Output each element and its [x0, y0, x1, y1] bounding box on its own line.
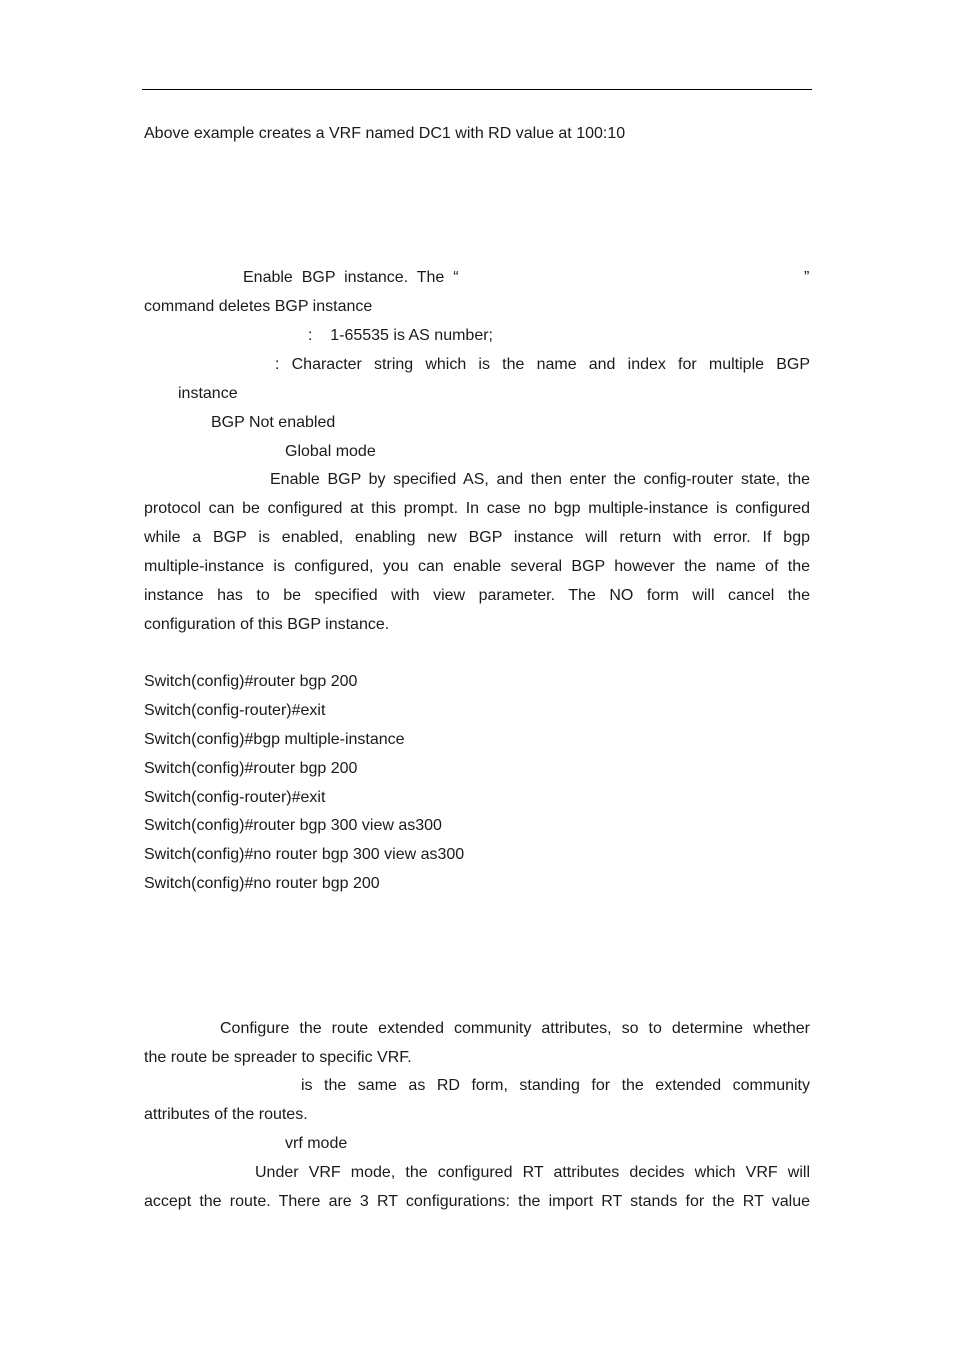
bgp-param-name: : Character string which is the name and index for multiple BGP: [275, 356, 810, 373]
rt-function-text-cont: the route be spreader to specific VRF.: [144, 1049, 412, 1066]
bgp-function-close-quote: ”: [804, 269, 810, 286]
header-rule: [142, 89, 812, 90]
rt-parameter-text: is the same as RD form, standing for the extended community: [301, 1077, 810, 1094]
bgp-param-name-cont: instance: [178, 385, 238, 402]
bgp-usage-line: configuration of this BGP instance.: [144, 616, 390, 633]
bgp-usage-line: multiple-instance is configured, you can enable several BGP however the name of the: [144, 558, 810, 575]
bgp-example-line: Switch(config)#router bgp 200: [144, 673, 358, 690]
rt-command-mode: vrf mode: [285, 1135, 348, 1152]
bgp-usage-line: protocol can be configured at this prompt. In case no bgp multiple-instance is configured: [144, 500, 810, 517]
bgp-param-as: : 1-65535 is AS number;: [308, 327, 493, 344]
bgp-default: BGP Not enabled: [211, 414, 336, 431]
bgp-example-line: Switch(config)#bgp multiple-instance: [144, 731, 405, 748]
rt-usage-line: accept the route. There are 3 RT configurations: the import RT stands for the RT value: [144, 1193, 810, 1210]
bgp-example-line: Switch(config)#router bgp 200: [144, 760, 358, 777]
bgp-example-line: Switch(config-router)#exit: [144, 789, 326, 806]
bgp-example-line: Switch(config-router)#exit: [144, 702, 326, 719]
rt-parameter-text-cont: attributes of the routes.: [144, 1106, 308, 1123]
vrf-example-note: Above example creates a VRF named DC1 with RD value at 100:10: [144, 125, 626, 142]
rt-usage-line: Under VRF mode, the configured RT attributes decides which VRF will: [255, 1164, 810, 1181]
bgp-function-text-cont: command deletes BGP instance: [144, 298, 373, 315]
bgp-example-line: Switch(config)#router bgp 300 view as300: [144, 817, 442, 834]
bgp-usage-line: Enable BGP by specified AS, and then enter the config-router state, the: [270, 471, 810, 488]
rt-function-text: Configure the route extended community attributes, so to determine whether: [220, 1020, 810, 1037]
bgp-example-line: Switch(config)#no router bgp 200: [144, 875, 380, 892]
bgp-command-mode: Global mode: [285, 443, 376, 460]
bgp-usage-line: while a BGP is enabled, enabling new BGP instance will return with error. If bgp: [144, 529, 810, 546]
bgp-example-line: Switch(config)#no router bgp 300 view as300: [144, 846, 465, 863]
bgp-function-text: Enable BGP instance. The “: [243, 269, 459, 286]
bgp-usage-line: instance has to be specified with view parameter. The NO form will cancel the: [144, 587, 810, 604]
